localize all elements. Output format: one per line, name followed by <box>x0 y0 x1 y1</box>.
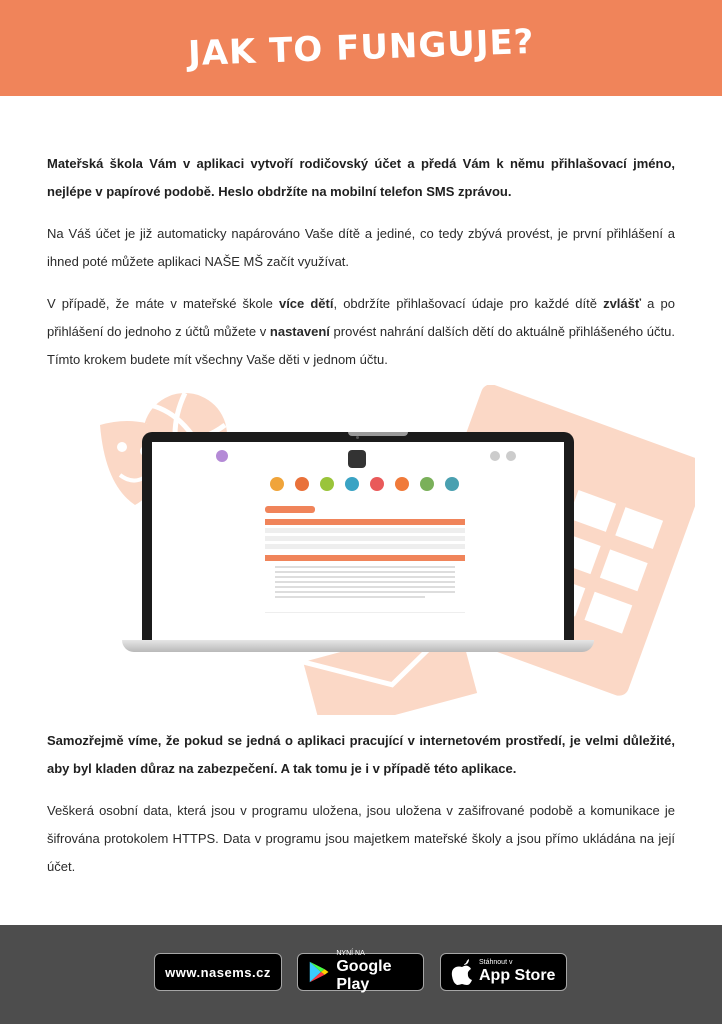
logout-icon <box>506 451 516 461</box>
security-section <box>47 727 675 881</box>
app-store-big-label: App Store <box>479 967 556 984</box>
google-play-icon <box>306 959 330 985</box>
message-text-lines <box>275 566 455 598</box>
app-logo-icon <box>348 450 366 468</box>
emphasis-separately: zvlášť <box>603 296 642 311</box>
google-play-badge[interactable] <box>297 950 424 993</box>
app-store-small-label: Stáhnout v <box>479 959 513 966</box>
text-fragment: , obdržíte přihlašovací údaje pro každé dítě <box>333 296 604 311</box>
table-rows <box>265 528 465 549</box>
security-bold-paragraph: Samozřejmě víme, že pokud se jedná o aplikaci pracující v internetovém prostředí, je velmi důležité, aby byl kladen důraz na zabezpečení. A tak tomu je i v případě této aplikace. <box>47 733 675 776</box>
emphasis-more-children: více dětí <box>278 296 334 311</box>
google-play-small-label: NYNÍ NA <box>336 950 365 957</box>
divider <box>265 612 465 613</box>
laptop-screen <box>152 442 564 640</box>
app-store-badge[interactable] <box>440 953 567 991</box>
google-play-text <box>336 950 423 994</box>
google-play-big-label: Google Play <box>336 958 392 993</box>
website-link-label: www.nasems.cz <box>165 964 271 980</box>
security-paragraph-encryption: Veškerá osobní data, která jsou v programu uložena, jsou uložena v zašifrované podobě a komunikace je šifrována protokolem HTTPS. Data v programu jsou majetkem mateřské školy a jsou přímo ukládána na její účet. <box>47 803 675 874</box>
intro-paragraph-account: Na Váš účet je již automaticky napárováno Vaše dítě a jediné, co tedy zbývá provést, je první přihlášení a ihned poté můžete aplikaci NAŠE MŠ začít využívat. <box>47 226 675 269</box>
laptop-mockup <box>122 432 594 662</box>
text-fragment: provést nahrání dalších dětí do aktuálně přihlášeného účtu. Tímto krokem budete mít všechny Vaše děti v jednom účtu. <box>47 324 675 367</box>
page-title: JAK TO FUNGUJE? <box>187 21 535 75</box>
laptop-camera <box>356 436 359 439</box>
text-fragment: V případě, že máte v mateřské škole <box>47 296 279 311</box>
avatar <box>216 450 228 462</box>
module-icons-row <box>270 477 459 491</box>
emphasis-settings: nastavení <box>269 324 330 339</box>
text-fragment: a po přihlášení do jednoho z účtů můžete v <box>47 296 675 339</box>
page-header <box>0 0 722 96</box>
page-footer <box>0 925 722 1024</box>
table-header-bar <box>265 519 465 525</box>
intro-bold-paragraph: Mateřská škola Vám v aplikaci vytvoří rodičovský účet a předá Vám k němu přihlašovací jméno, nejlépe v papírové podobě. Heslo obdržíte na mobilní telefon SMS zprávou. <box>47 156 675 199</box>
laptop-base <box>122 640 594 652</box>
app-store-text <box>479 959 555 985</box>
message-header-bar <box>265 555 465 561</box>
apple-icon <box>451 959 473 985</box>
laptop-screen-bezel <box>142 432 574 642</box>
intro-paragraph-multiple-children <box>47 290 675 374</box>
month-selector <box>265 506 315 513</box>
website-link-button[interactable] <box>154 953 282 991</box>
app-screenshot-mockup <box>152 442 564 640</box>
settings-icon <box>490 451 500 461</box>
intro-section <box>47 150 675 374</box>
